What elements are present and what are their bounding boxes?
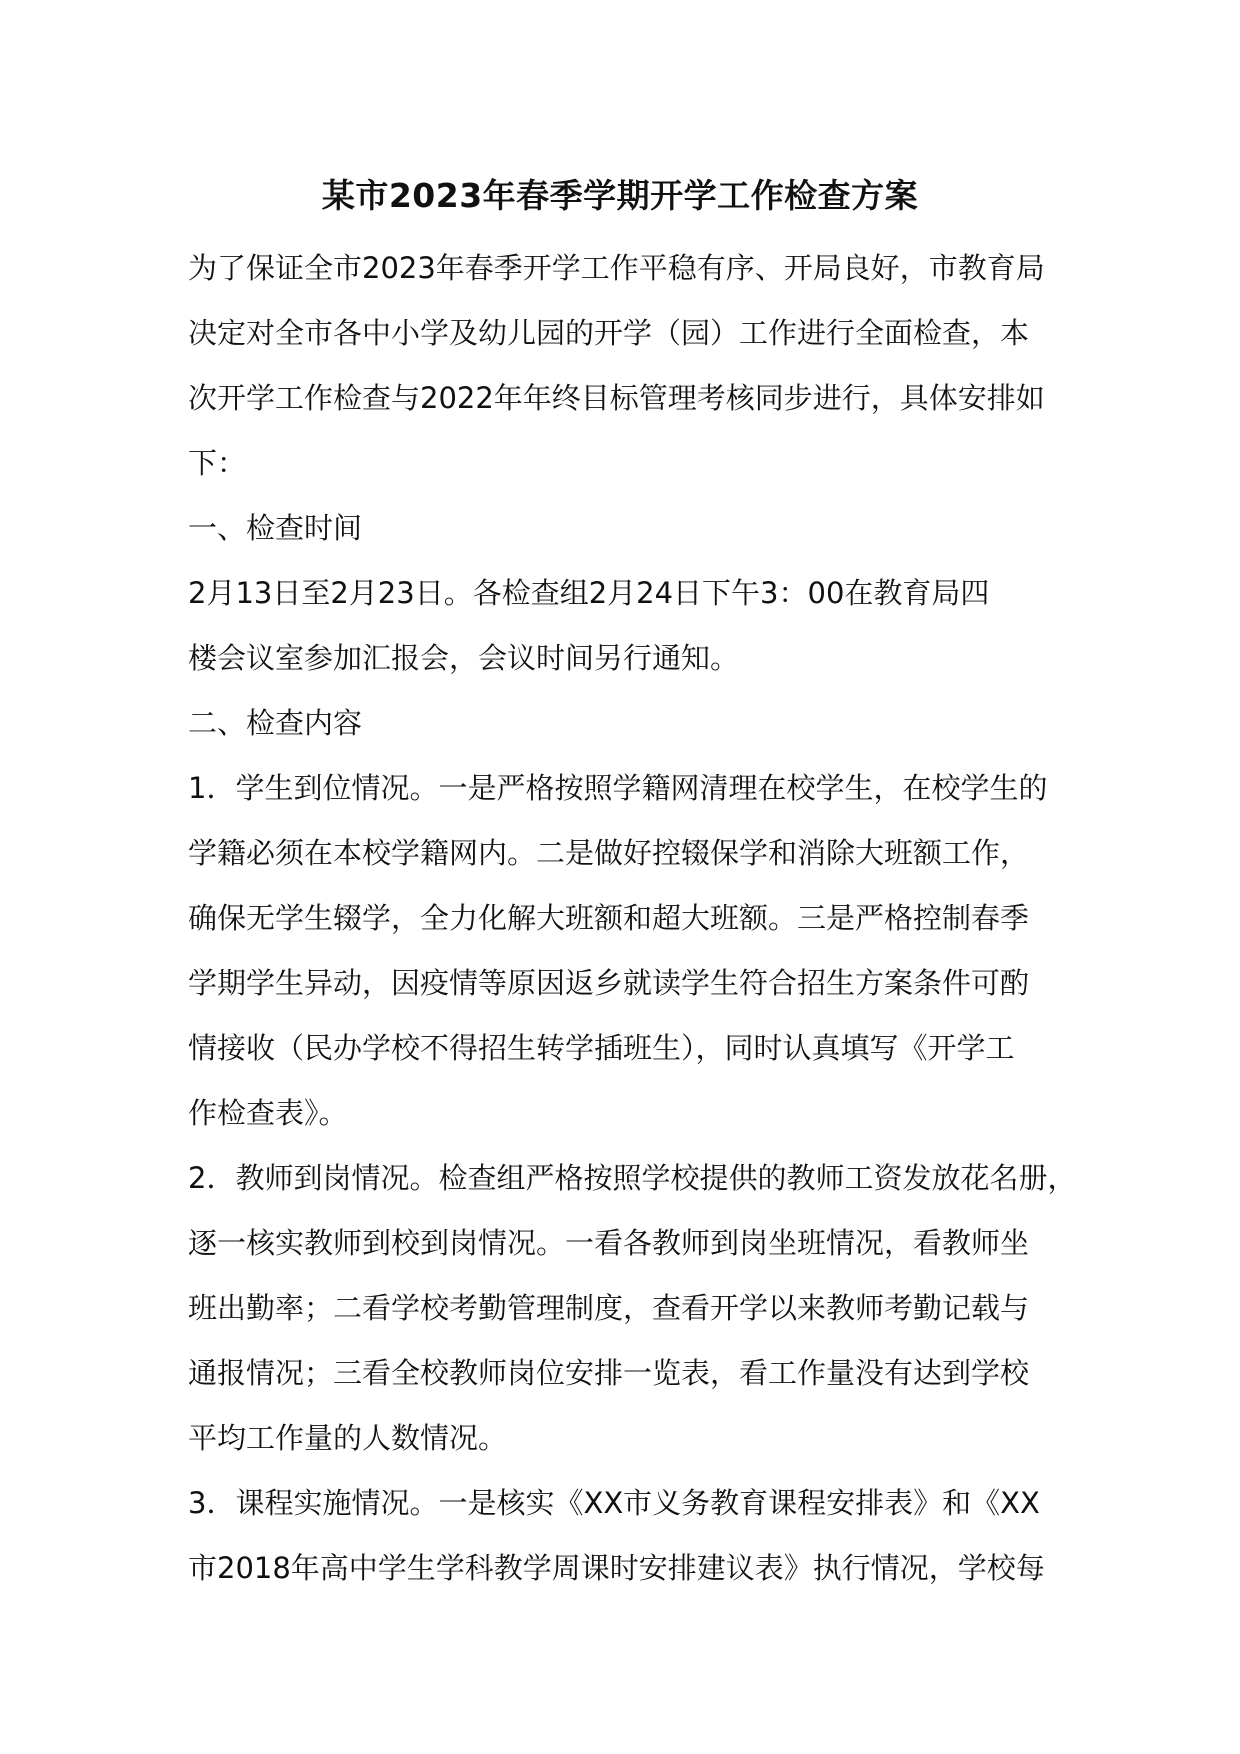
text-line: 2月13日至2月23日。各检查组2月24日下午3：00在教育局四 (188, 576, 990, 610)
section-heading-content: 二、检查内容 (188, 706, 363, 740)
text-line: 3．课程实施情况。一是核实《XX市义务教育课程安排表》和《XX (188, 1486, 1040, 1520)
text-line: 市2018年高中学生学科教学周课时安排建议表》执行情况，学校每 (188, 1551, 1045, 1585)
text-line: 通报情况；三看全校教师岗位安排一览表，看工作量没有达到学校 (188, 1356, 1030, 1390)
text-line: 学期学生异动，因疫情等原因返乡就读学生符合招生方案条件可酌 (188, 966, 1030, 1000)
text-line: 为了保证全市2023年春季开学工作平稳有序、开局良好，市教育局 (188, 251, 1045, 285)
document-body (188, 236, 1088, 1601)
text-line: 1．学生到位情况。一是严格按照学籍网清理在校学生，在校学生的 (188, 771, 1048, 805)
text-line: 平均工作量的人数情况。 (188, 1421, 508, 1455)
text-line: 学籍必须在本校学籍网内。二是做好控辍保学和消除大班额工作， (188, 836, 1030, 870)
text-line: 次开学工作检查与2022年年终目标管理考核同步进行，具体安排如 (188, 381, 1045, 415)
text-line: 班出勤率；二看学校考勤管理制度，查看开学以来教师考勤记载与 (188, 1291, 1030, 1325)
text-line: 决定对全市各中小学及幼儿园的开学（园）工作进行全面检查，本 (188, 316, 1030, 350)
document-title: 某市2023年春季学期开学工作检查方案 (321, 176, 919, 215)
text-line: 楼会议室参加汇报会，会议时间另行通知。 (188, 641, 740, 675)
text-line: 作检查表》。 (188, 1096, 348, 1130)
section-heading-time: 一、检查时间 (188, 511, 363, 545)
text-line: 下： (188, 446, 247, 480)
text-line: 2．教师到岗情况。检查组严格按照学校提供的教师工资发放花名册， (188, 1161, 1077, 1195)
text-line: 确保无学生辍学，全力化解大班额和超大班额。三是严格控制春季 (188, 901, 1030, 935)
text-line: 情接收（民办学校不得招生转学插班生），同时认真填写《开学工 (188, 1031, 1015, 1065)
text-line: 逐一核实教师到校到岗情况。一看各教师到岗坐班情况，看教师坐 (188, 1226, 1030, 1260)
